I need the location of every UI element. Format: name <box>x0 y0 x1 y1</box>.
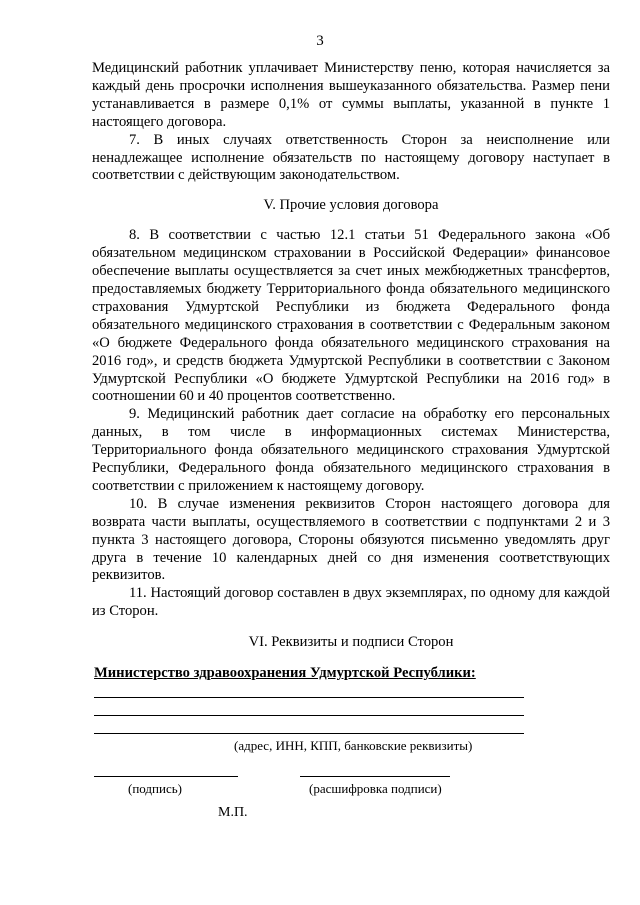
requisites-line-3 <box>94 733 524 734</box>
document-body <box>92 60 610 683</box>
seal-placeholder: М.П. <box>218 805 248 820</box>
signature-line <box>94 776 238 777</box>
name-decode-caption: (расшифровка подписи) <box>309 781 442 796</box>
paragraph-11: 11. Настоящий договор составлен в двух экземплярах, по одному для каждой из Сторон. <box>92 585 610 620</box>
requisites-line-2 <box>94 715 524 716</box>
name-decode-line <box>300 776 450 777</box>
paragraph-7: 7. В иных случаях ответственность Сторон за неисполнение или ненадлежащее исполнение обязательств по настоящему договору наступает в соответствии с действующим законодательством. <box>92 131 610 184</box>
paragraph-10: 10. В случае изменения реквизитов Сторон настоящего договора для возврата части выплаты, осуществляемого в соответствии с подпунктами 2 и 3 пункта 3 настоящего договора, Стороны обязуются письменно уведомлять друг друга в течение 10 календарных дней со дня изменения соответствующих реквизитов. <box>92 495 610 584</box>
paragraph-8: 8. В соответствии с частью 12.1 статьи 51 Федерального закона «Об обязательном медицинском страховании в Российской Федерации» финансовое обеспечение выплаты осуществляется за счет иных межбюджетных трансфертов, предоставляемых бюджету Территориального фонда обязательного медицинского страхования Удмуртской Республики из бюджета Федерального фонда обязательного медицинского страхования в соответствии с Федеральным законом «О бюджете Федерального фонда обязательного медицинского страхования на 2016 год», и средств бюджета Удмуртской Республики в соответствии с Законом Удмуртской Республики «О бюджете Удмуртской Республики на 2016 год» в соотношении 60 и 40 процентов соответственно. <box>92 227 610 405</box>
paragraph-9: 9. Медицинский работник дает согласие на обработку его персональных данных, в том числе в информационных системах Министерства, Территориального фонда обязательного медицинского страхования Удмуртской Республики, Федерального фонда обязательного медицинского страхования в соответствии с приложением к настоящему договору. <box>92 406 610 494</box>
section-heading-5: V. Прочие условия договора <box>263 197 439 214</box>
paragraph-penalty: Медицинский работник уплачивает Министерству пеню, которая начисляется за каждый день просрочки исполнения вышеуказанного обязательства. Размер пени устанавливается в размере 0,1% от суммы выплаты, указанной в пункте 1 настоящего договора. <box>92 60 610 130</box>
requisites-line-1 <box>94 697 524 698</box>
section-heading-6: VI. Реквизиты и подписи Сторон <box>248 634 454 651</box>
party-name-ministry: Министерство здравоохранения Удмуртской Республики: <box>94 665 476 682</box>
signature-caption: (подпись) <box>128 781 182 796</box>
requisites-caption: (адрес, ИНН, КПП, банковские реквизиты) <box>234 738 473 753</box>
page-number: 3 <box>316 33 324 49</box>
